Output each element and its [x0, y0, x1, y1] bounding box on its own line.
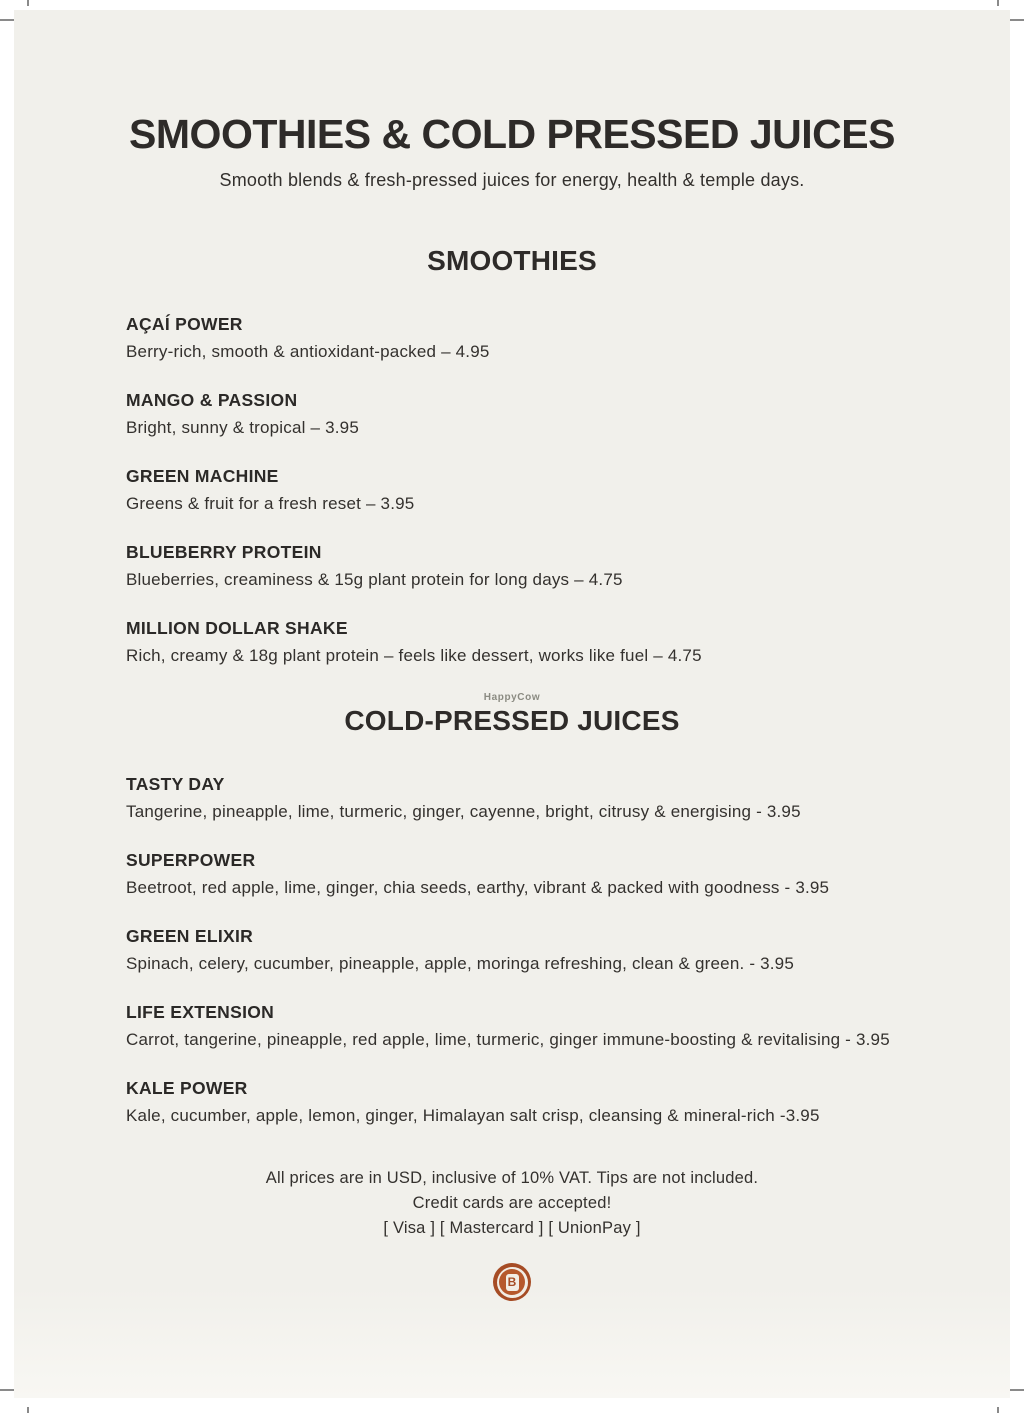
item-name: TASTY DAY — [126, 774, 225, 795]
menu-item-superpower — [126, 848, 898, 900]
crop-mark-bottom-right-horizontal — [1010, 1389, 1024, 1391]
menu-item-acai-power — [126, 312, 898, 364]
happycow-watermark: HappyCow — [483, 692, 541, 704]
brand-logo-plate — [506, 1274, 519, 1291]
menu-item-mango-passion — [126, 388, 898, 440]
menu-item-green-machine — [126, 464, 898, 516]
item-name: GREEN ELIXIR — [126, 926, 254, 947]
item-name: AÇAÍ POWER — [126, 314, 243, 335]
crop-mark-top-left-vertical — [27, 0, 29, 6]
item-description: Greens & fruit for a fresh reset – 3.95 — [126, 494, 415, 514]
item-name: GREEN MACHINE — [126, 466, 279, 487]
item-name: MANGO & PASSION — [126, 390, 298, 411]
item-description: Spinach, celery, cucumber, pineapple, apple, moringa refreshing, clean & green. - 3.95 — [126, 954, 794, 974]
item-description: Beetroot, red apple, lime, ginger, chia seeds, earthy, vibrant & packed with goodness - 3.95 — [126, 878, 830, 898]
menu-item-million-dollar-shake — [126, 616, 898, 668]
page-title: SMOOTHIES & COLD PRESSED JUICES — [129, 111, 895, 157]
item-name: LIFE EXTENSION — [126, 1002, 275, 1023]
juices-item-list — [14, 772, 1010, 1128]
crop-mark-bottom-left-vertical — [27, 1407, 29, 1413]
menu-page — [14, 10, 1010, 1398]
item-description: Berry-rich, smooth & antioxidant-packed – 4.95 — [126, 342, 490, 362]
item-description: Rich, creamy & 18g plant protein – feels like dessert, works like fuel – 4.75 — [126, 646, 702, 666]
item-name: SUPERPOWER — [126, 850, 256, 871]
page-subtitle: Smooth blends & fresh-pressed juices for energy, health & temple days. — [219, 170, 805, 191]
item-description: Blueberries, creaminess & 15g plant protein for long days – 4.75 — [126, 570, 623, 590]
footer — [14, 1166, 1010, 1301]
section-heading-smoothies: SMOOTHIES — [427, 245, 597, 277]
brand-logo-letter: B — [507, 1275, 517, 1290]
menu-item-kale-power — [126, 1076, 898, 1128]
item-name: KALE POWER — [126, 1078, 248, 1099]
item-description: Kale, cucumber, apple, lemon, ginger, Himalayan salt crisp, cleansing & mineral-rich -3.95 — [126, 1106, 820, 1126]
crop-mark-bottom-left-horizontal — [0, 1389, 14, 1391]
crop-mark-top-right-vertical — [997, 0, 999, 6]
section-heading-cold-pressed-juices: COLD-PRESSED JUICES — [344, 705, 680, 737]
item-description: Tangerine, pineapple, lime, turmeric, ginger, cayenne, bright, citrusy & energising - 3.95 — [126, 802, 801, 822]
item-description: Bright, sunny & tropical – 3.95 — [126, 418, 359, 438]
item-description: Carrot, tangerine, pineapple, red apple, lime, turmeric, ginger immune-boosting & revitalising - 3.95 — [126, 1030, 890, 1050]
brand-logo-core — [499, 1269, 525, 1295]
brand-logo-badge — [493, 1263, 531, 1301]
crop-mark-top-left-horizontal — [0, 19, 14, 21]
item-name: MILLION DOLLAR SHAKE — [126, 618, 348, 639]
footer-credit-cards-note: Credit cards are accepted! — [412, 1194, 612, 1213]
menu-item-life-extension — [126, 1000, 898, 1052]
crop-mark-top-right-horizontal — [1010, 19, 1024, 21]
smoothies-item-list — [14, 312, 1010, 668]
crop-mark-bottom-right-vertical — [997, 1407, 999, 1413]
brand-logo-ring — [497, 1267, 528, 1298]
menu-item-green-elixir — [126, 924, 898, 976]
footer-pricing-note: All prices are in USD, inclusive of 10% VAT. Tips are not included. — [265, 1169, 759, 1188]
menu-item-tasty-day — [126, 772, 898, 824]
menu-item-blueberry-protein — [126, 540, 898, 592]
item-name: BLUEBERRY PROTEIN — [126, 542, 322, 563]
footer-payment-methods: [ Visa ] [ Mastercard ] [ UnionPay ] — [383, 1219, 641, 1238]
